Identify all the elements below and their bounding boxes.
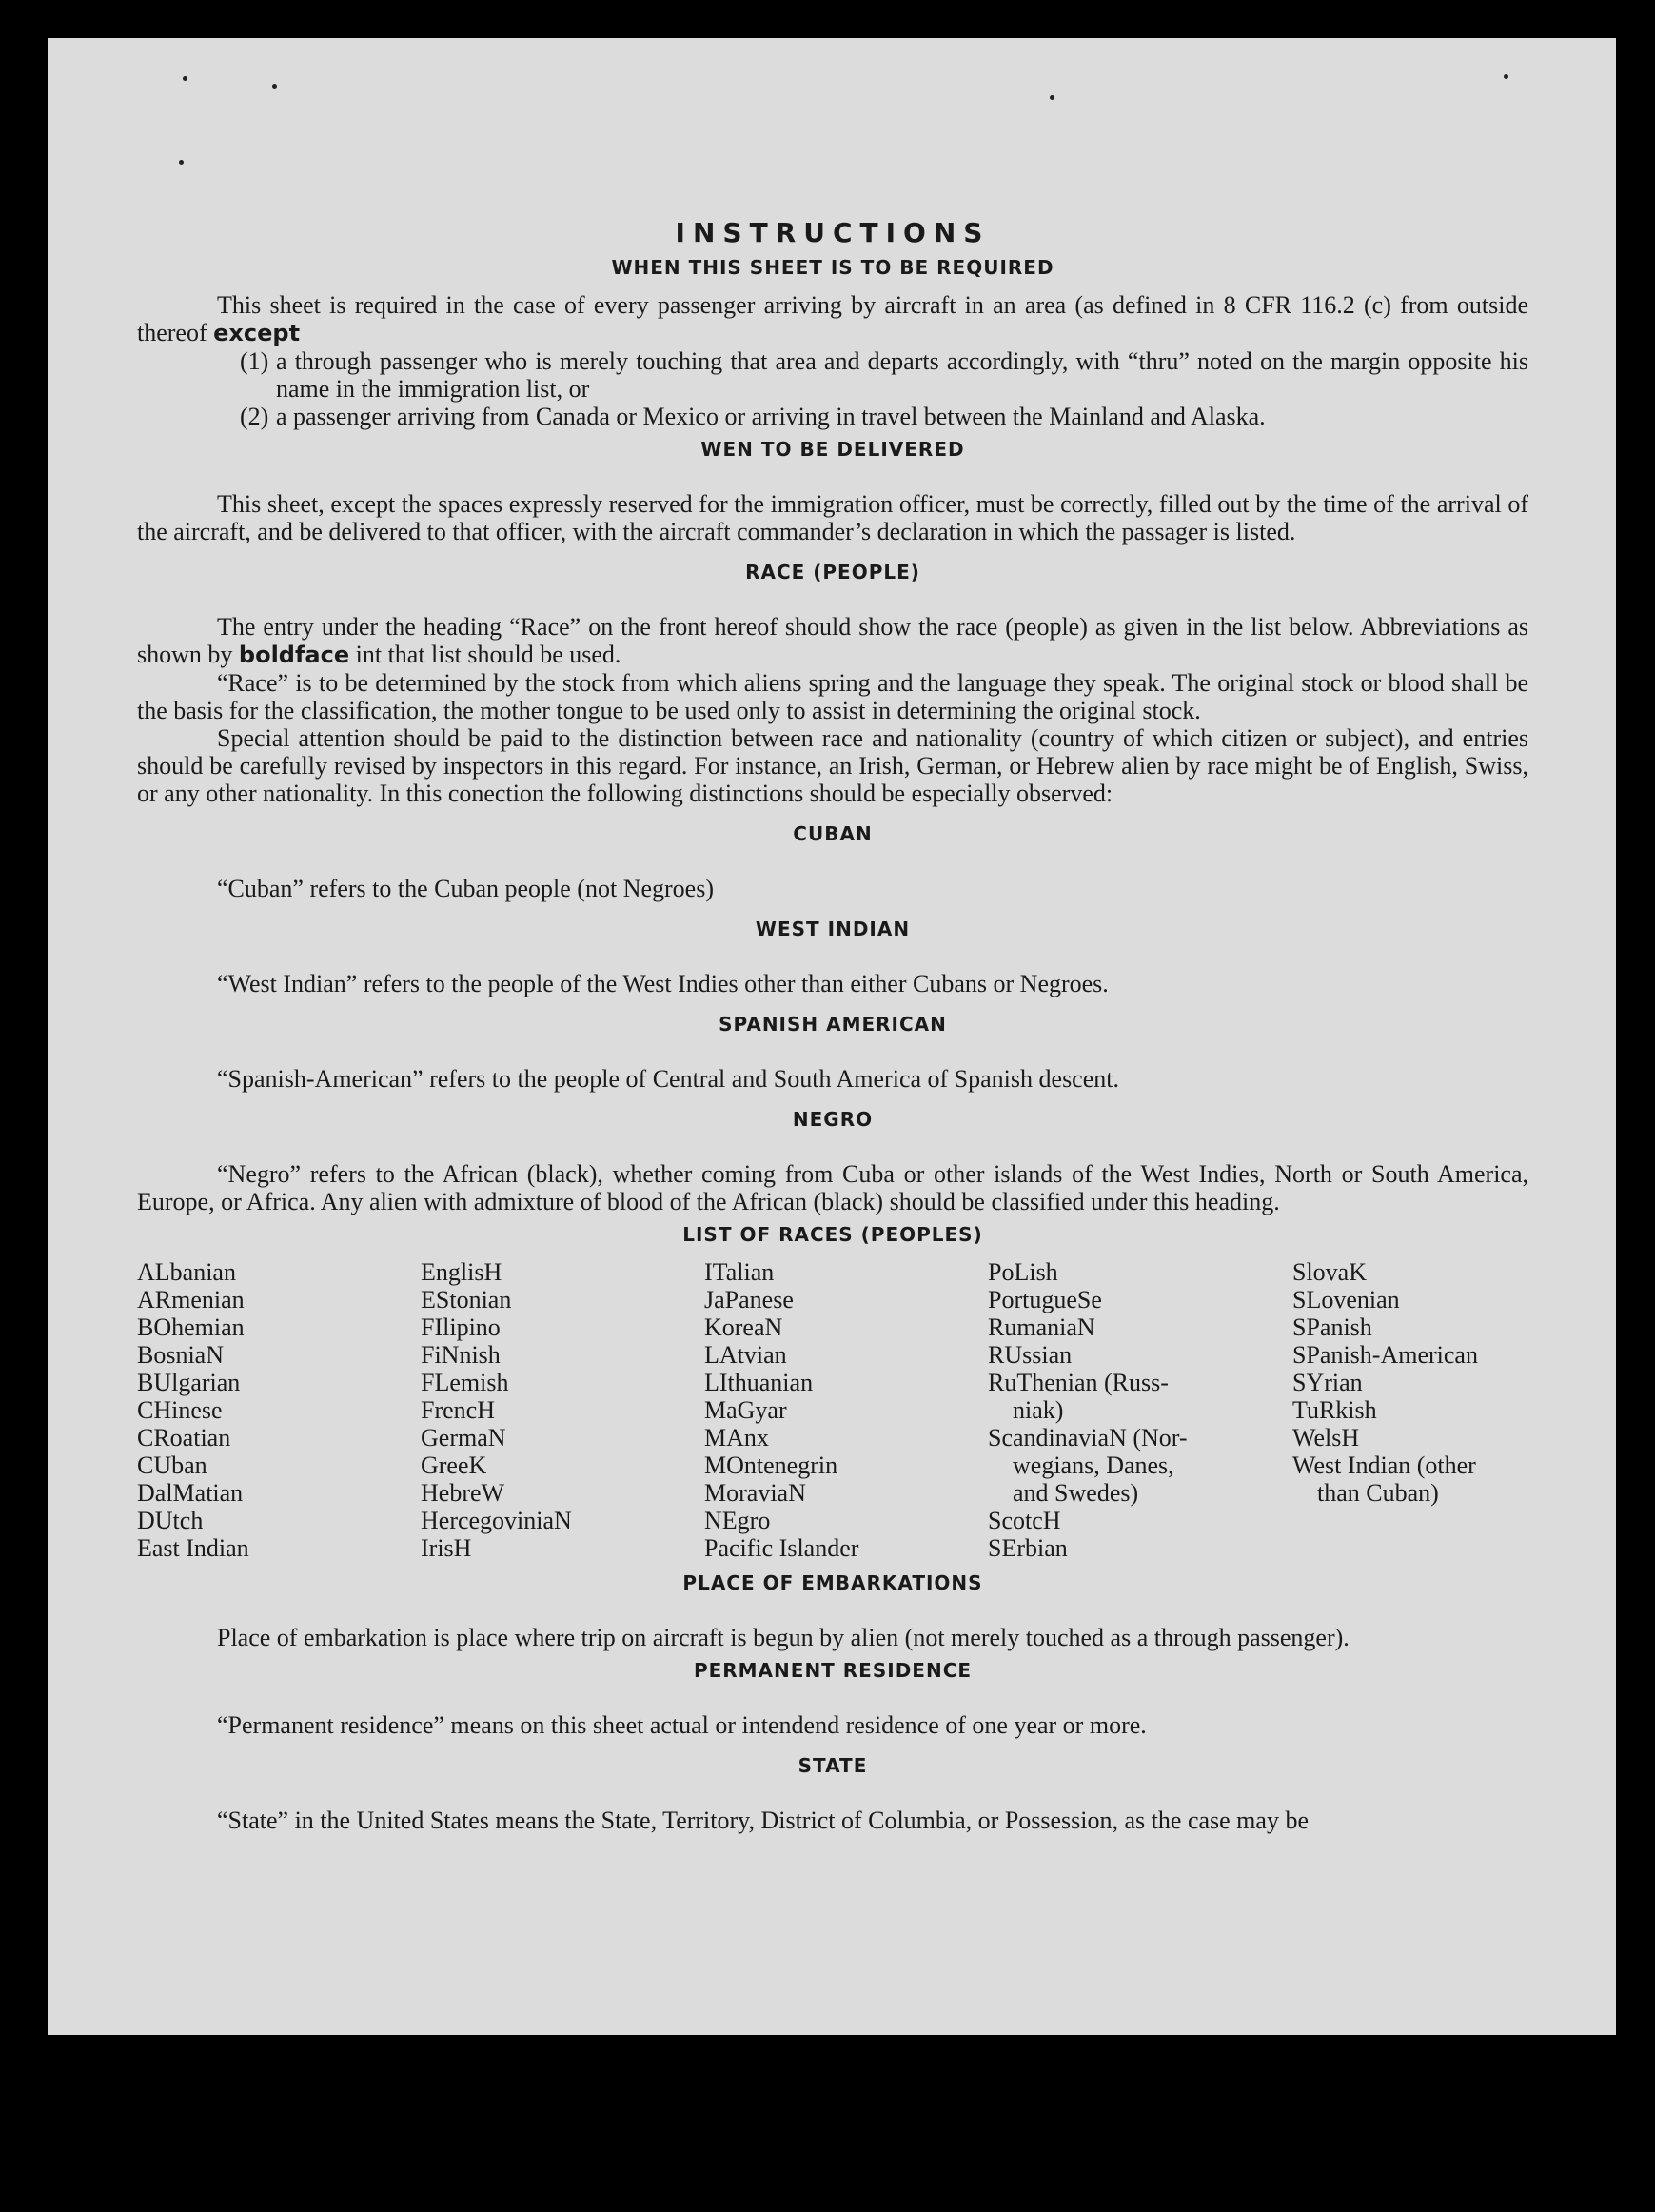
race-entry: ITalian <box>704 1258 775 1286</box>
race-entry: FLemish <box>421 1369 509 1396</box>
boldface-keyword: boldface <box>238 642 350 668</box>
race-entry: PoLish <box>988 1258 1058 1286</box>
race-entry: CHinese <box>137 1396 223 1424</box>
document-sheet <box>48 38 1616 2035</box>
race-entry: RuThenian (Russ- <box>988 1369 1169 1396</box>
races-column <box>988 1258 1292 1562</box>
except-keyword: except <box>213 320 301 346</box>
speck-mark <box>1504 74 1508 79</box>
race-entry: ScotcH <box>988 1507 1061 1534</box>
race-entry: SPanish <box>1292 1313 1372 1341</box>
heading-when-required: WHEN THIS SHEET IS TO BE REQUIRED <box>611 256 1054 279</box>
race-entry: West Indian (other <box>1292 1452 1476 1479</box>
heading-list-of-races: LIST OF RACES (PEOPLES) <box>682 1223 983 1246</box>
race-entry-continued: niak) <box>1013 1396 1064 1424</box>
races-column <box>137 1258 421 1562</box>
race-entry: SPanish-American <box>1292 1341 1478 1369</box>
race-entry: FIlipino <box>421 1313 501 1341</box>
race-entry: IrisH <box>421 1534 472 1562</box>
heading-west-indian: WEST INDIAN <box>755 918 911 940</box>
paragraph-cuban: “Cuban” refers to the Cuban people (not Negroes) <box>217 875 714 902</box>
races-column <box>1292 1258 1528 1562</box>
race-entry: BosniaN <box>137 1341 224 1369</box>
race-entry: TuRkish <box>1292 1396 1377 1424</box>
race-entry: GreeK <box>421 1452 487 1479</box>
race-entry: BUlgarian <box>137 1369 241 1396</box>
paragraph-residence: “Permanent residence” means on this sheet actual or intendend residence of one year or more. <box>217 1711 1147 1739</box>
paragraph-embarkation: Place of embarkation is place where trip on aircraft is begun by alien (not merely touched as a through passenger). <box>217 1624 1350 1651</box>
race-entry: MAnx <box>704 1424 769 1452</box>
paragraph-race-3: Special attention should be paid to the distinction between race and nationality (country of which citizen or subject), and entries should be carefully revised by inspectors in this regard. For instance, an Irish, German, or Hebrew alien by race might be of English, Swiss, or any other nationality. In this conection the following distinctions should be especially observed: <box>137 724 1528 807</box>
heading-residence: PERMANENT RESIDENCE <box>693 1659 973 1682</box>
speck-mark <box>272 84 277 89</box>
race-entry: SLovenian <box>1292 1286 1400 1313</box>
heading-state: STATE <box>798 1754 868 1777</box>
race-entry: HercegoviniaN <box>421 1507 572 1534</box>
race-entry: KoreaN <box>704 1313 783 1341</box>
heading-negro: NEGRO <box>792 1108 874 1131</box>
race-entry-continued: wegians, Danes, <box>1013 1452 1174 1479</box>
document-content <box>137 181 1528 1834</box>
race-entry: RUssian <box>988 1341 1073 1369</box>
race-entry: FiNnish <box>421 1341 501 1369</box>
race-entry: DalMatian <box>137 1479 244 1507</box>
paragraph-race-2: “Race” is to be determined by the stock from which aliens spring and the language they speak. The original stock or blood shall be the basis for the classification, the mother tongue to be used only to assist in determining the original stock. <box>137 669 1528 724</box>
race-entry: ScandinaviaN (Nor- <box>988 1424 1188 1452</box>
races-table <box>137 1258 1528 1562</box>
race-entry: EnglisH <box>421 1258 502 1286</box>
paragraph-spanish-american: “Spanish-American” refers to the people of Central and South America of Spanish descent. <box>217 1065 1119 1093</box>
race-entry: JaPanese <box>704 1286 794 1313</box>
race-entry: NEgro <box>704 1507 771 1534</box>
race-entry: East Indian <box>137 1534 249 1562</box>
race-entry: MOntenegrin <box>704 1452 838 1479</box>
race-entry: Pacific Islander <box>704 1534 859 1562</box>
heading-delivered: WEN TO BE DELIVERED <box>700 438 965 461</box>
race-entry: LAtvian <box>704 1341 787 1369</box>
race-entry: SYrian <box>1292 1369 1363 1396</box>
races-column <box>421 1258 704 1562</box>
race-entry-continued: than Cuban) <box>1317 1479 1439 1507</box>
heading-race: RACE (PEOPLE) <box>745 561 920 583</box>
page-title: INSTRUCTIONS <box>675 217 991 248</box>
race-entry: CUban <box>137 1452 207 1479</box>
races-column <box>704 1258 988 1562</box>
race-entry: HebreW <box>421 1479 505 1507</box>
exception-item: (2) a passenger arriving from Canada or Mexico or arriving in travel between the Mainland and Alaska. <box>240 403 1266 430</box>
race-entry: LIthuanian <box>704 1369 814 1396</box>
speck-mark <box>1050 95 1054 100</box>
race-entry: SlovaK <box>1292 1258 1367 1286</box>
heading-spanish-american: SPANISH AMERICAN <box>719 1013 947 1036</box>
race-entry: PortugueSe <box>988 1286 1102 1313</box>
paragraph-west-indian: “West Indian” refers to the people of the West Indies other than either Cubans or Negroes. <box>217 970 1109 997</box>
race-entry: GermaN <box>421 1424 506 1452</box>
paragraph-negro: “Negro” refers to the African (black), whether coming from Cuba or other islands of the West Indies, North or South America, Europe, or Africa. Any alien with admixture of blood of the African (black) should be classified under this heading. <box>137 1160 1528 1215</box>
race-entry-continued: and Swedes) <box>1013 1479 1139 1507</box>
speck-mark <box>179 160 184 165</box>
race-entry: ARmenian <box>137 1286 245 1313</box>
heading-cuban: CUBAN <box>793 822 873 845</box>
paragraph-state: “State” in the United States means the State, Territory, District of Columbia, or Possession, as the case may be <box>217 1807 1309 1834</box>
race-entry: SErbian <box>988 1534 1068 1562</box>
paragraph-when-required: This sheet is required in the case of every passenger arriving by aircraft in an area (as defined in 8 CFR 116.2 (c) from outside thereof except <box>137 291 1528 346</box>
speck-mark <box>183 76 187 81</box>
exception-item: (1) a through passenger who is merely touching that area and departs accordingly, with “thru” noted on the margin opposite his name in the immigration list, or <box>240 347 1528 403</box>
race-entry: RumaniaN <box>988 1313 1095 1341</box>
race-entry: CRoatian <box>137 1424 231 1452</box>
race-entry: MaGyar <box>704 1396 787 1424</box>
race-entry: WelsH <box>1292 1424 1360 1452</box>
race-entry: DUtch <box>137 1507 204 1534</box>
race-entry: FrencH <box>421 1396 495 1424</box>
race-entry: BOhemian <box>137 1313 245 1341</box>
race-entry: MoraviaN <box>704 1479 806 1507</box>
heading-embarkation: PLACE OF EMBARKATIONS <box>682 1571 983 1594</box>
paragraph-delivered: This sheet, except the spaces expressly reserved for the immigration officer, must be correctly, filled out by the time of the arrival of the aircraft, and be delivered to that officer, with the aircraft commander’s declaration in which the passager is listed. <box>137 490 1528 545</box>
race-entry: ALbanian <box>137 1258 236 1286</box>
paragraph-race-1: The entry under the heading “Race” on the front hereof should show the race (people) as given in the list below. Abbreviations as shown by boldface int that list should be used. <box>137 613 1528 668</box>
race-entry: EStonian <box>421 1286 512 1313</box>
